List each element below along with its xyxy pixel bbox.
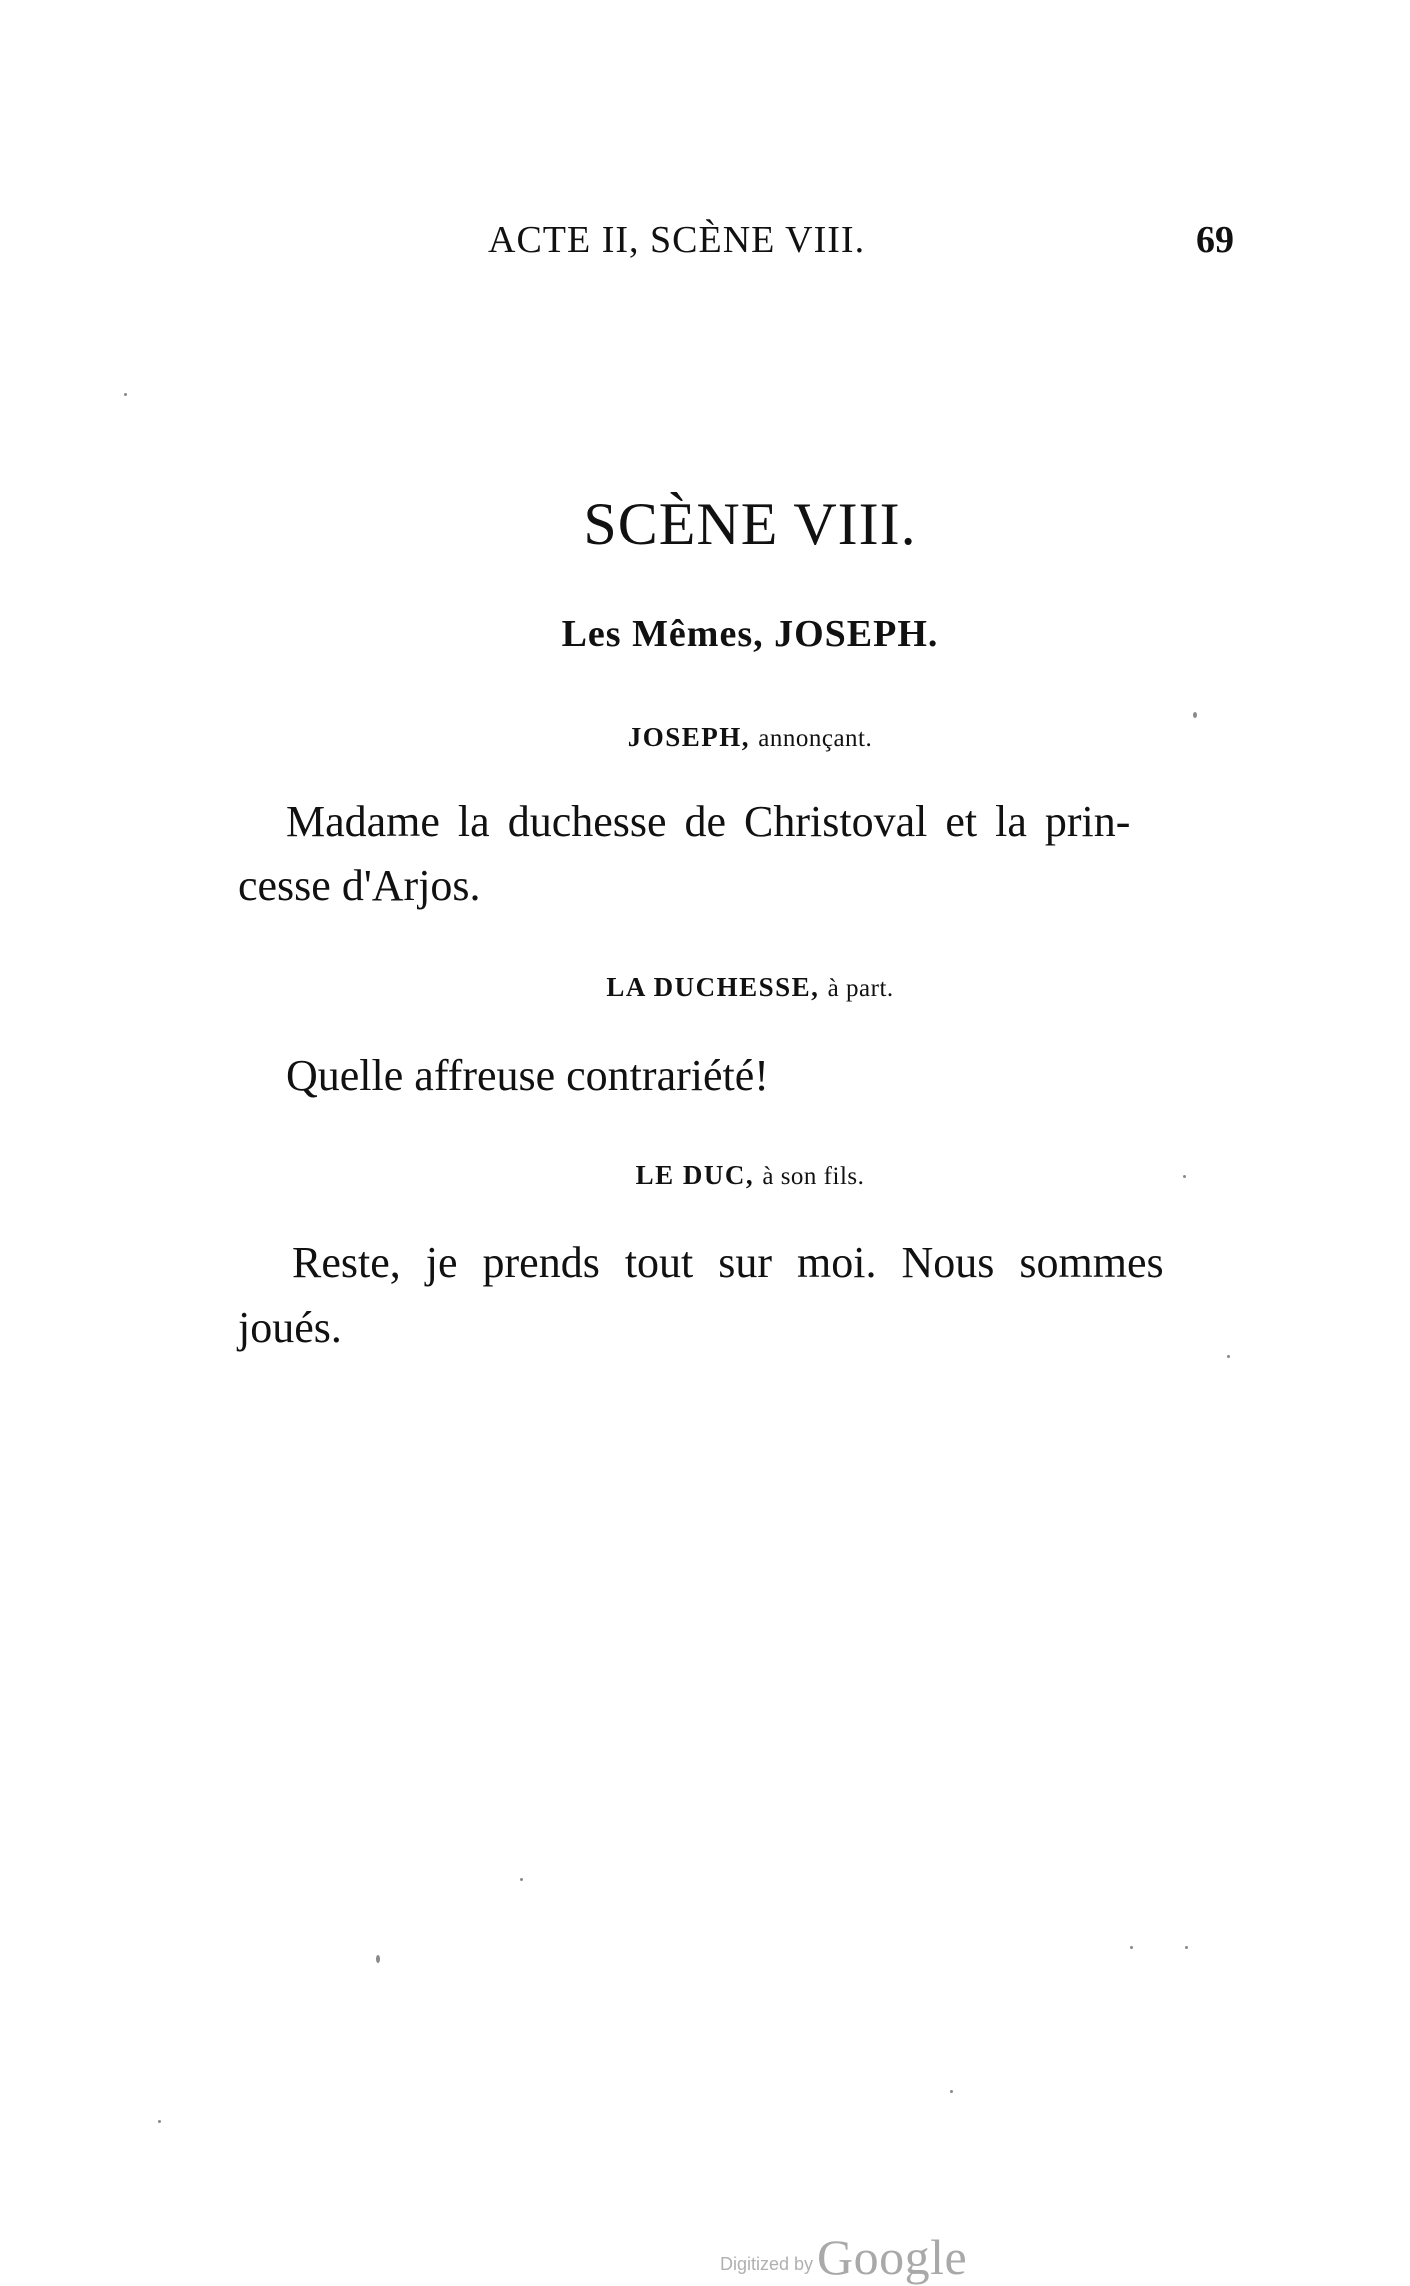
speaker-name: LA DUCHESSE, — [606, 972, 820, 1002]
speaker-name: JOSEPH, — [627, 722, 751, 752]
page-number: 69 — [1196, 219, 1234, 261]
dialogue-line: Reste, je prends tout sur moi. Nous sommes — [292, 1238, 1164, 1287]
scan-speck — [124, 393, 127, 396]
scan-speck — [1227, 1355, 1230, 1358]
dialogue-line: Quelle affreuse contrariété! — [286, 1051, 769, 1100]
dialogue-line: joués. — [238, 1303, 342, 1352]
digitized-by-label: Digitized by — [720, 2254, 814, 2274]
running-head: ACTE II, SCÈNE VIII. — [488, 219, 866, 261]
speaker-name: LE DUC, — [635, 1160, 755, 1190]
scan-speck — [1183, 1175, 1186, 1178]
scan-speck — [520, 1878, 523, 1881]
digitized-watermark — [720, 2228, 967, 2286]
dialogue-line: cesse d'Arjos. — [238, 861, 481, 910]
speaker-heading — [0, 722, 1410, 753]
scan-speck — [1185, 1946, 1188, 1949]
scene-title: SCÈNE VIII. — [583, 491, 917, 557]
scan-speck — [950, 2090, 953, 2093]
scan-speck — [158, 2120, 161, 2123]
scan-speck — [1193, 712, 1197, 718]
speaker-heading — [0, 972, 1410, 1003]
google-logo: Google — [817, 2229, 968, 2285]
stage-direction: à son fils. — [762, 1163, 865, 1190]
scan-speck — [376, 1955, 380, 1963]
stage-direction: annonçant. — [758, 725, 873, 752]
speaker-heading — [0, 1160, 1410, 1191]
dialogue-line: Madame la duchesse de Christoval et la prin- — [286, 797, 1131, 846]
scene-characters: Les Mêmes, JOSEPH. — [561, 613, 939, 655]
scan-speck — [1130, 1946, 1133, 1949]
stage-direction: à part. — [827, 975, 894, 1002]
